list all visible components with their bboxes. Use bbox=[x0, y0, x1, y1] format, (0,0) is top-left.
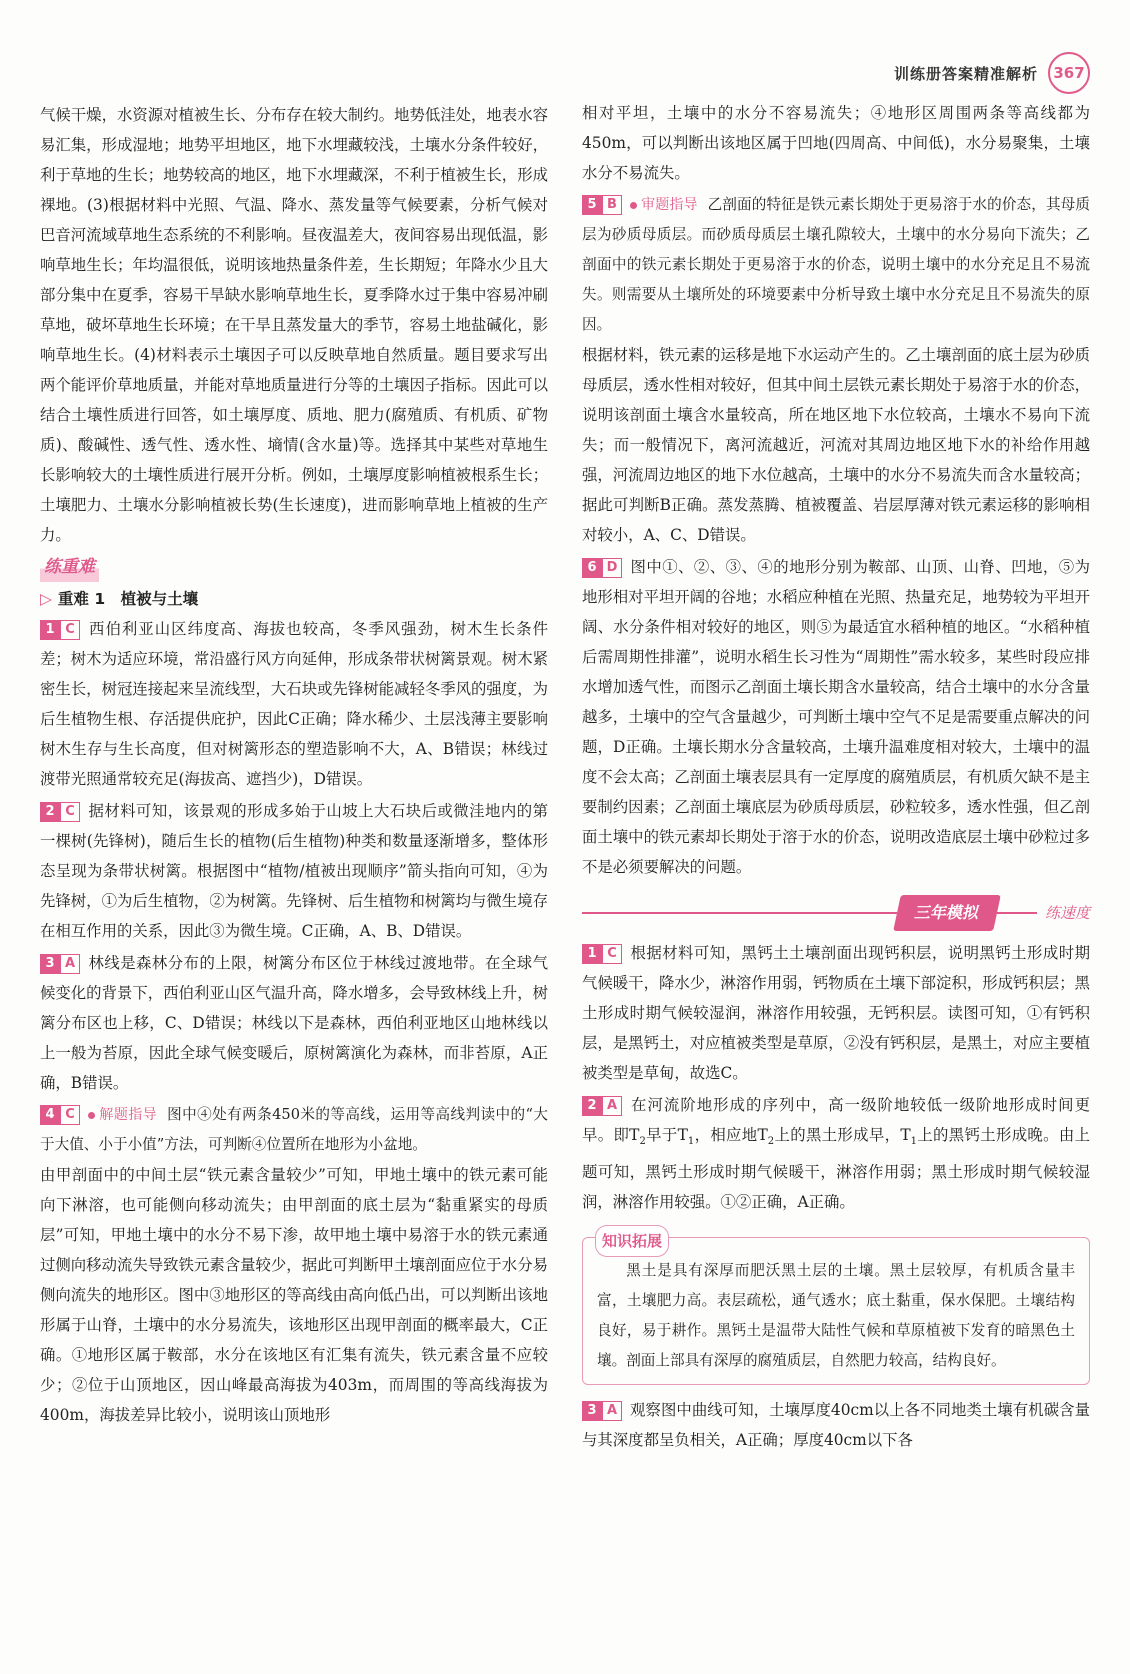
answer-t2: 2 A 在河流阶地形成的序列中，高一级阶地较低一级阶地形成时间更早。即$T_2$早于$T_1$，相应地$T_2$上的黑土形成早，$T_1$上的黑钙土形成晚。由上题可知，黑钙土形成时期气候暖干，淋溶作用弱；黑土形成时期气候较湿润，淋溶作用较强。①②正确，A正确。 bbox=[582, 1096, 1091, 1212]
answer-badge: 2 C bbox=[40, 802, 80, 822]
arrow-icon: ▷ bbox=[40, 590, 52, 608]
guide-label: 解题指导 bbox=[88, 1107, 157, 1123]
answer-q3: 3 A 林线是森林分布的上限，树篱分布区位于林线过渡地带。在全球气候变化的背景下，西伯利亚山区气温升高，降水增多，会导致林线上升，树篱分布区也上移，C、D错误；林线以下是森林，西伯利亚地区山地林线以上一般为苔原，因此全球气候变暖后，原树篱演化为森林，而非苔原，A正确，B错误。 bbox=[40, 954, 548, 1092]
three-year-banner bbox=[582, 896, 1090, 930]
banner-line bbox=[582, 912, 897, 914]
dot-icon bbox=[88, 1112, 95, 1119]
answer-q2: 2 C 据材料可知，该景观的形成多始于山坡上大石块后或微洼地内的第一棵树(先锋树)，随后生长的植物(后生植物)种类和数量逐渐增多，整体形态呈现为条带状树篱。根据图中“植物/植被出现顺序”箭头指向可知，④为先锋树，①为后生植物，②为树篱。先锋树、后生植物和树篱均与微生境存在相互作用的关系，因此③为微生境。C正确，A、B、D错误。 bbox=[40, 802, 548, 940]
section-title: ▷ 重难 1 植被与土壤 bbox=[40, 590, 199, 608]
answer-badge: 3 A bbox=[40, 954, 80, 974]
knowledge-text: 黑土是具有深厚而肥沃黑土层的土壤。黑土层较厚，有机质含量丰富，土壤肥力高。表层疏松，通气透水；底土黏重，保水保肥。土壤结构良好，易于耕作。黑钙土是温带大陆性气候和草原植被下发育的暗黑色土壤。剖面上部具有深厚的腐殖质层，自然肥力较高，结构良好。 bbox=[597, 1262, 1075, 1370]
answer-badge: 5 B bbox=[582, 195, 622, 215]
guide-label: 审题指导 bbox=[630, 197, 698, 213]
right-column bbox=[582, 98, 1090, 1455]
header-title: 训练册答案精准解析 bbox=[893, 64, 1038, 83]
practice-speed-label: 练速度 bbox=[1044, 904, 1090, 922]
answer-q5-text: 根据材料，铁元素的运移是地下水运动产生的。乙土壤剖面的底土层为砂质母质层，透水性相对较好，但其中间土层铁元素长期处于易溶于水的价态，说明该剖面土壤含水量较高，所在地区地下水位较高，土壤水不易向下流失；而一般情况下，离河流越近，河流对其周边地区地下水的补给作用越强，河流周边地区的地下水位越高，土壤中的水分不易流失而含水量较高；据此可判断B正确。蒸发蒸腾、植被覆盖、岩层厚薄对铁元素运移的影响相对较小，A、C、D错误。 bbox=[582, 346, 1090, 544]
lian-zhongnan-tag: 练重难 bbox=[40, 552, 99, 582]
continued-paragraph: 相对平坦，土壤中的水分不容易流失；④地形区周围两条等高线都为450m，可以判断出该地区属于凹地(四周高、中间低)，水分易聚集，土壤水分不易流失。 bbox=[582, 104, 1090, 182]
answer-badge: 1 C bbox=[40, 620, 80, 640]
banner-line bbox=[997, 912, 1037, 914]
answer-q4-text: 由甲剖面中的中间土层“铁元素含量较少”可知，甲地土壤中的铁元素可能向下淋溶，也可能侧向移动流失；由甲剖面的底土层为“黏重紧实的母质层”可知，甲地土壤中的水分不易下渗，故甲地土壤中易溶于水的铁元素通过侧向移动流失导致铁元素含量较少，据此可判断甲土壤剖面应位于水分易侧向流失的地形区。图中③地形区的等高线由高向低凸出，可以判断出该地形属于山脊，土壤中的水分易流失，该地形区出现甲剖面的概率最大，C正确。①地形区属于鞍部，水分在该地区有汇集有流失，铁元素含量不应较少；②位于山顶地区，因山峰最高海拔为403m，而周围的等高线海拔为400m，海拔差异比较小，说明该山顶地形 bbox=[40, 1166, 548, 1424]
answer-q1: 1 C 西伯利亚山区纬度高、海拔也较高，冬季风强劲，树木生长条件差；树木为适应环境，常沿盛行风方向延伸，形成条带状树篱景观。树木紧密生长，树冠连接起来呈流线型，大石块或先锋树能减轻冬季风的强度，为后生植物生根、存活提供庇护，因此C正确；降水稀少、土层浅薄主要影响树木生存与生长高度，但对树篱形态的塑造影响不大，A、B错误；林线过渡带光照通常较充足(海拔高、遮挡少)，D错误。 bbox=[40, 620, 548, 788]
page-number: 367 bbox=[1048, 52, 1090, 94]
intro-paragraph: 气候干燥，水资源对植被生长、分布存在较大制约。地势低洼处，地表水容易汇集，形成湿地；地势平坦地区，地下水埋藏较浅，土壤水分条件较好，利于草地的生长；地势较高的地区，地下水埋藏深，不利于植被生长，形成裸地。(3)根据材料中光照、气温、降水、蒸发量等气候要素，分析气候对巴音河流域草地生态系统的不利影响。昼夜温差大，夜间容易出现低温，影响草地生长；年均温很低，说明该地热量条件差，生长期短；年降水少且大部分集中在夏季，容易干旱缺水影响草地生长，夏季降水过于集中容易冲刷草地，破坏草地生长环境；在干旱且蒸发量大的季节，容易土地盐碱化，影响草地生长。(4)材料表示土壤因子可以反映草地自然质量。题目要求写出两个能评价草地质量，并能对草地质量进行分等的土壤因子指标。因此可以结合土壤性质进行回答，如土壤厚度、质地、肥力(腐殖质、有机质、矿物质)、酸碱性、透气性、透水性、墒情(含水量)等。选择其中某些对草地生长影响较大的土壤性质进行展开分析。例如，土壤厚度影响植被根系生长；土壤肥力、土壤水分影响植被长势(生长速度)，进而影响草地上植被的生产力。 bbox=[40, 106, 548, 544]
answer-badge: 2 A bbox=[582, 1096, 622, 1116]
knowledge-box bbox=[582, 1232, 1090, 1385]
answer-badge: 4 C bbox=[40, 1105, 80, 1125]
page-header bbox=[894, 52, 1090, 94]
answer-badge: 1 C bbox=[582, 944, 622, 964]
left-column bbox=[40, 100, 548, 1430]
answer-badge: 6 D bbox=[582, 558, 622, 578]
answer-t3: 3 A 观察图中曲线可知，土壤厚度40cm以上各不同地类土壤有机碳含量与其深度都呈负相关，A正确；厚度40cm以下各 bbox=[582, 1401, 1090, 1450]
knowledge-tag: 知识拓展 bbox=[595, 1225, 669, 1257]
answer-badge: 3 A bbox=[582, 1401, 622, 1421]
three-year-tag: 三年模拟 bbox=[893, 895, 1001, 931]
answer-q5-guide: 5 B 审题指导 乙剖面的特征是铁元素长期处于更易溶于水的价态，其母质层为砂质母质层。而砂质母质层土壤孔隙较大，土壤中的水分易向下流失；乙剖面中的铁元素长期处于更易溶于水的价态，说明土壤中的水分充足且不易流失。则需要从土壤所处的环境要素中分析导致土壤中水分充足且不易流失的原因。 bbox=[582, 196, 1090, 333]
answer-q6: 6 D 图中①、②、③、④的地形分别为鞍部、山顶、山脊、凹地，⑤为地形相对平坦开阔的谷地；水稻应种植在光照、热量充足，地势较为平坦开阔、水分条件相对较好的地区，则⑤为最适宜水稻种植的地区。“水稻种植后需周期性排灌”，说明水稻生长习性为“周期性”需水较多，某些时段应排水增加透气性，而图示乙剖面土壤长期含水量较高，结合土壤中的水分含量越多，土壤中的空气含量越少，可判断土壤中空气不足是需要重点解决的问题，D正确。土壤长期水分含量较高，土壤升温难度相对较大，土壤中的温度不会太高；乙剖面土壤表层具有一定厚度的腐殖质层，有机质欠缺不是主要制约因素；乙剖面土壤底层为砂质母质层，砂粒较多，透水性强，但乙剖面土壤中的铁元素却长期处于溶于水的价态，说明改造底层土壤中砂粒过多不是必须要解决的问题。 bbox=[582, 558, 1090, 876]
answer-t1: 1 C 根据材料可知，黑钙土土壤剖面出现钙积层，说明黑钙土形成时期气候暖干，降水少，淋溶作用弱，钙物质在土壤下部淀积，形成钙积层；黑土形成时期气候较湿润，淋溶作用较强，无钙积层。读图可知，①有钙积层，是黑钙土，对应植被类型是草原，②没有钙积层，是黑土，对应主要植被类型是草甸，故选C。 bbox=[582, 944, 1090, 1082]
answer-q4-guide: 4 C 解题指导 图中④处有两条450米的等高线，运用等高线判读中的“大于大值、小于小值”方法，可判断④位置所在地形为小盆地。 bbox=[40, 1106, 548, 1153]
dot-icon bbox=[630, 202, 637, 209]
